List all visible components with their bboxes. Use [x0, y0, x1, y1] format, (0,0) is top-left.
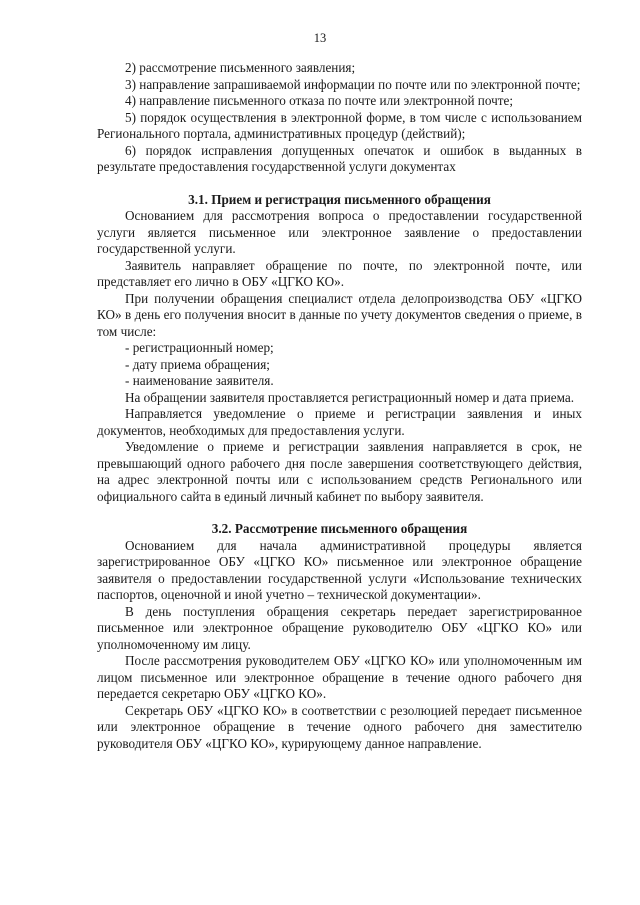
section-3-1-paragraph: Уведомление о приеме и регистрации заявления направляется в срок, не превышающий одного рабочего дня после завершения соответствующего действия, на адрес электронной почты или с использованием средств Регионального или официального сайта в единый личный кабинет по выбору заявителя. — [97, 439, 582, 504]
list-item-registration-number: - регистрационный номер; — [125, 340, 274, 355]
page-content — [97, 60, 582, 752]
intro-item-2: 2) рассмотрение письменного заявления; — [125, 60, 356, 75]
section-3-2-paragraph: Секретарь ОБУ «ЦГКО КО» в соответствии с резолюцией передает письменное или электронное обращение в течение одного рабочего дня заместителю руководителя ОБУ «ЦГКО КО», курирующему данное направление. — [97, 702, 582, 751]
intro-item-4: 4) направление письменного отказа по почте или электронной почте; — [125, 93, 514, 108]
section-3-2-title: 3.2. Рассмотрение письменного обращения — [211, 521, 468, 536]
page-number: 13 — [313, 31, 327, 45]
section-3-1-paragraph: Заявитель направляет обращение по почте, по электронной почте, или представляет его лично в ОБУ «ЦГКО КО». — [97, 257, 582, 289]
intro-item-5: 5) порядок осуществления в электронной форме, в том числе с использованием Регионального портала, административных процедур (действий); — [97, 109, 582, 141]
section-3-1-paragraph: При получении обращения специалист отдела делопроизводства ОБУ «ЦГКО КО» в день его получения вносит в данные по учету документов сведения о приеме, в том числе: — [97, 290, 582, 339]
section-3-2-paragraph: Основанием для начала административной процедуры является зарегистрированное ОБУ «ЦГКО КО» письменное или электронное обращение заявителя о предоставлении государственной услуги «Использование технических паспортов, оценочной и иной учетно – технической документации». — [97, 537, 582, 602]
spacer — [97, 176, 582, 192]
section-3-2-paragraph: В день поступления обращения секретарь передает зарегистрированное письменное или электронное обращение руководителю ОБУ «ЦГКО КО» или уполномоченному им лицу. — [97, 603, 582, 652]
spacer — [97, 505, 582, 521]
section-3-2-paragraph: После рассмотрения руководителем ОБУ «ЦГКО КО» или уполномоченным им лицом письменное или электронное обращение в течение одного рабочего дня передается секретарю ОБУ «ЦГКО КО». — [97, 653, 582, 701]
list-item-date: - дату приема обращения; — [125, 356, 270, 372]
section-3-1-paragraph: Направляется уведомление о приеме и регистрации заявления и иных документов, необходимых для предоставления услуги. — [97, 406, 582, 438]
intro-item-3: 3) направление запрашиваемой информации по почте или по электронной почте; — [125, 76, 581, 92]
section-3-1-title: 3.1. Прием и регистрация письменного обращения — [188, 191, 491, 207]
section-3-1-paragraph: На обращении заявителя проставляется регистрационный номер и дата приема. — [125, 389, 575, 405]
list-item-applicant-name: - наименование заявителя. — [125, 373, 274, 388]
section-3-1-paragraph: Основанием для рассмотрения вопроса о предоставлении государственной услуги является письменное или электронное заявление о предоставлении государственной услуги. — [97, 208, 582, 256]
intro-item-6: 6) порядок исправления допущенных опечаток и ошибок в выданных в результате предоставления государственной услуги документах — [97, 142, 582, 174]
